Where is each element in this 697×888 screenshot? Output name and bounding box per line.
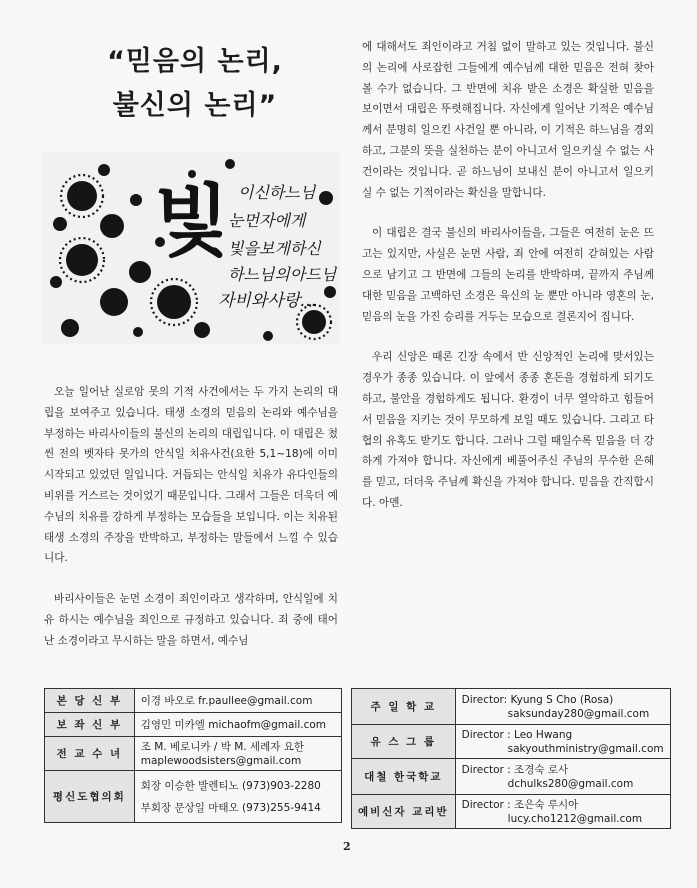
- calligraphy-line: 빛을보게하신: [228, 239, 321, 258]
- paragraph: 에 대해서도 죄인이라고 거침 없이 말하고 있는 것입니다. 불신의 논리에 사로잡힌 그들에게 예수님께 대한 믿음은 전혀 찾아볼 수가 없습니다. 그 반면에 치유 받은 소경은 확실한 믿음을 보이면서 대립은 뚜렷해집니다. 자신에게 일어난 기적은 예수님께서 분명히 일으킨 사건일 뿐 아니라, 이 기적은 하느님을 경외하고, 그분의 뜻을 실천하는 분이 아니고서 일으키실 수 없는 사건이라는 것입니다. 곧 하느님이 보내신 분이 아니고서 일으키실 수 없는 기적이라는 확신을 말합니다.: [362, 41, 654, 199]
- row-label: 예비신자 교리반: [352, 795, 456, 829]
- value-line: Director : Leo Hwang: [461, 728, 573, 741]
- table-row: [352, 689, 671, 725]
- row-label: 대철 한국학교: [352, 759, 456, 795]
- row-value: [455, 689, 670, 725]
- value-line: lucy.cho1212@gmail.com: [507, 812, 643, 825]
- row-value: [455, 795, 670, 829]
- calligraphy-big-character: 빛: [154, 176, 230, 267]
- row-label: 유 스 그 룹: [352, 725, 456, 759]
- row-value: 이경 바오로 fr.paullee@gmail.com: [134, 689, 341, 713]
- value-line: 조 M. 베로니카 / 박 M. 세례자 요한: [140, 740, 304, 753]
- row-label: 전 교 수 녀: [45, 737, 135, 771]
- row-label: 본 당 신 부: [45, 689, 135, 713]
- row-value: [455, 725, 670, 759]
- value-line: Director : 조경숙 로사: [461, 763, 569, 776]
- page-number: 2: [343, 840, 351, 853]
- calligraphy-artwork: [42, 152, 340, 344]
- table-row: [352, 759, 671, 795]
- table-row: [45, 689, 342, 713]
- paragraph: 우리 신앙은 때론 긴장 속에서 반 신앙적인 논리에 맞서있는 경우가 종종 있습니다. 이 앞에서 종종 혼돈을 경험하게 되기도 하고, 불안을 경험하게도 됩니다. 환경이 너무 열악하고 힘들어서 믿음을 지키는 것이 무모하게 보일 때도 있습니다. 그리고 타협의 유혹도 받기도 합니다. 그러나 그럴 때일수록 믿음을 더 강하게 가져야 합니다. 자신에게 베풀어주신 주님의 무수한 은혜를 믿고, 더더욱 주님께 확신을 가져야 합니다. 믿음을 간직합시다. 아멘.: [362, 351, 654, 509]
- clergy-contact-table: [44, 688, 342, 823]
- table-row: [45, 713, 342, 737]
- paragraph: 오늘 일어난 실로암 못의 기적 사건에서는 두 가지 논리의 대립을 보여주고 있습니다. 태생 소경의 믿음의 논리와 예수님을 부정하는 바리사이들의 불신의 논리의 대립입니다. 이 대립은 첬씬 전의 벳자타 못가의 안식일 치유사건(요한 5,1~18)에 이미 시작되고 있었던 일입니다. 거듭되는 안식일 치유가 유다인들의 비위를 거스르는 것이었기 때문입니다. 그래서 그들은 더욱더 예수님의 치유를 강하게 부정하는 모습들을 보입니다. 이는 치유된 태생 소경의 주장을 반박하고, 부정하는 말들에서 느낄 수 있습니다.: [44, 386, 338, 565]
- value-line: 부회장 문상일 마태오 (973)255-9414: [140, 801, 321, 814]
- article-title: [60, 40, 330, 128]
- value-line: Director: Kyung S Cho (Rosa): [461, 693, 614, 706]
- title-line-2: 불신의 논리”: [112, 90, 278, 121]
- calligraphy-line: 이신하느님: [238, 183, 316, 202]
- table-row: [352, 795, 671, 829]
- table-row: [45, 771, 342, 823]
- value-line: 회장 이승한 발렌티노 (973)903-2280: [140, 779, 321, 792]
- calligraphy-line: 눈먼자에게: [228, 211, 306, 230]
- right-text-column: [362, 37, 654, 534]
- value-line: saksunday280@gmail.com: [507, 707, 650, 720]
- value-line: dchulks280@gmail.com: [507, 777, 634, 790]
- row-value: [134, 737, 341, 771]
- value-line: maplewoodsisters@gmail.com: [140, 754, 302, 767]
- title-line-1: “믿음의 논리,: [107, 46, 283, 77]
- row-value: [134, 771, 341, 823]
- table-row: [352, 725, 671, 759]
- value-line: Director : 조은숙 루시아: [461, 798, 579, 811]
- row-label: 평신도협의회: [45, 771, 135, 823]
- row-value: 김영민 미카엘 michaofm@gmail.com: [134, 713, 341, 737]
- table-row: [45, 737, 342, 771]
- calligraphy-line: 자비와사랑…: [218, 291, 318, 311]
- ministry-contact-table: [351, 688, 671, 829]
- value-line: sakyouthministry@gmail.com: [507, 742, 664, 755]
- paragraph: 이 대립은 결국 불신의 바리사이들을, 그들은 여전히 눈은 뜨고는 있지만, 사실은 눈먼 사람, 죄 안에 여전히 갇혀있는 사람으로 남기고 그 반면에 그들의 논리를 반박하며, 끝까지 주님께 대한 믿음을 고백하던 소경은 육신의 눈 뿐만 아니라 영혼의 눈, 믿음의 눈을 가진 승리를 거두는 모습으로 결론지어 집니다.: [362, 227, 654, 323]
- paragraph: 바리사이들은 눈먼 소경이 죄인이라고 생각하며, 안식일에 치유 하시는 예수님을 죄인으로 규정하고 있습니다. 죄 중에 태어난 소경이라고 무시하는 말을 하면서, 예수님: [44, 593, 338, 647]
- row-value: [455, 759, 670, 795]
- calligraphy-line: 하느님의아드님: [228, 265, 337, 284]
- row-label: 보 좌 신 부: [45, 713, 135, 737]
- row-label: 주 일 학 교: [352, 689, 456, 725]
- left-text-column: [44, 382, 338, 672]
